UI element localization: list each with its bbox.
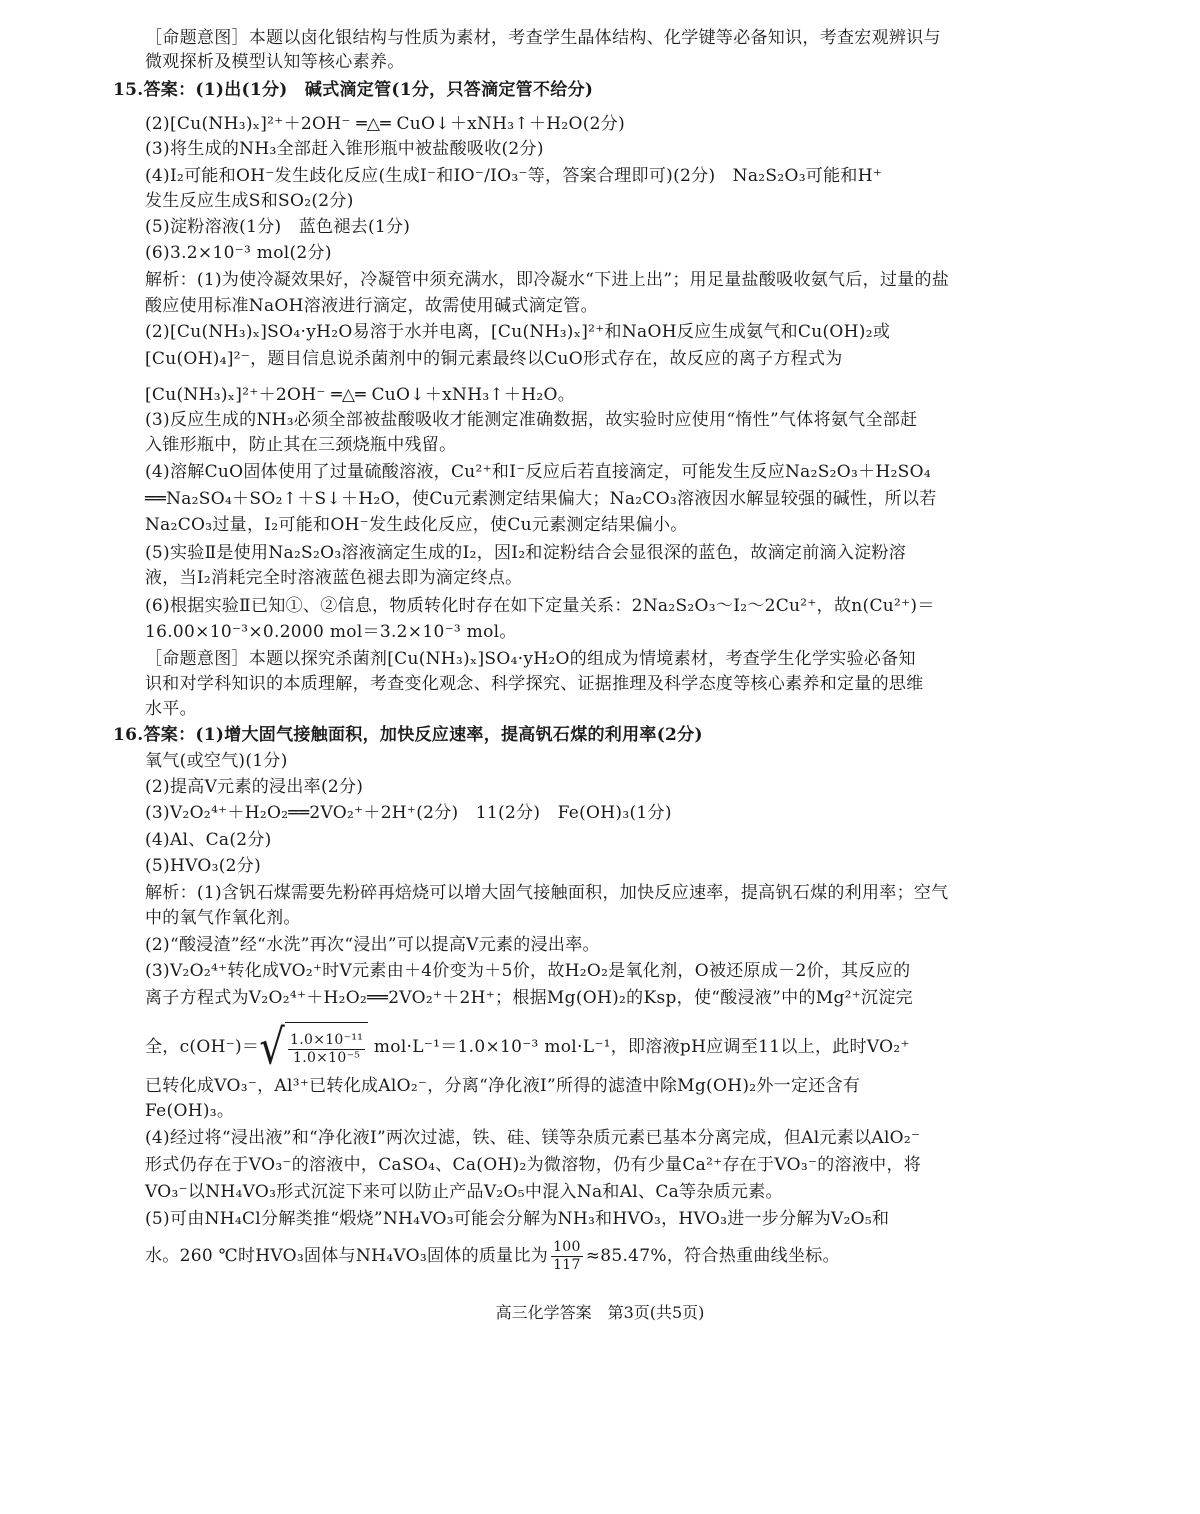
q16-analysis-1: 解析：(1)含钒石煤需要先粉碎再焙烧可以增大固气接触面积，加快反应速率，提高钒石煤的利用率；空气 — [145, 883, 949, 903]
q15-analysis-2: 酸应使用标准NaOH溶液进行滴定，故需使用碱式滴定管。 — [145, 296, 598, 316]
q15-analysis-11: (5)实验Ⅱ是使用Na₂S₂O₃溶液滴定生成的I₂，因I₂和淀粉结合会显很深的蓝色，故滴定前滴入淀粉溶 — [145, 543, 907, 563]
q14-intent-line-2: 微观探析及模型认知等核心素养。 — [145, 52, 405, 72]
fraction-numerator: 1.0×10⁻¹¹ — [290, 1032, 364, 1048]
q16-analysis-5: 离子方程式为V₂O₂⁴⁺＋H₂O₂══2VO₂⁺＋2H⁺；根据Mg(OH)₂的Ksp，使“酸浸液”中的Mg²⁺沉淀完 — [145, 988, 913, 1008]
q15-intent-line-1: ［命题意图］本题以探究杀菌剂[Cu(NH₃)ₓ]SO₄·yH₂O的组成为情境素材，考查学生化学实验必备知 — [145, 649, 916, 669]
q15-analysis-4: [Cu(OH)₄]²⁻，题目信息说杀菌剂中的铜元素最终以CuO形式存在，故反应的离子方程式为 — [145, 349, 843, 369]
fraction-numerator: 100 — [553, 1239, 581, 1255]
q16-analysis-6 — [145, 1019, 910, 1076]
radicand — [285, 1022, 368, 1073]
q15-analysis-9: ══Na₂SO₄＋SO₂↑＋S↓＋H₂O，使Cu元素测定结果偏大；Na₂CO₃溶液因水解显较强的碱性，所以若 — [145, 489, 937, 509]
q16-analysis-13-end: ≈85.47%，符合热重曲线坐标。 — [585, 1246, 840, 1266]
radical-sign: √ — [259, 1019, 286, 1076]
q16-answer-3: (3)V₂O₂⁴⁺＋H₂O₂══2VO₂⁺＋2H⁺(2分) 11(2分) Fe(OH)₃(1分) — [145, 803, 672, 823]
q16-analysis-11: VO₃⁻以NH₄VO₃形式沉淀下来可以防止产品V₂O₅中混入Na和Al、Ca等杂质元素。 — [145, 1182, 783, 1202]
q15-intent-line-3: 水平。 — [145, 699, 197, 719]
q15-answer-2: (2)[Cu(NH₃)ₓ]²⁺＋2OH⁻ ═△═ CuO↓＋xNH₃↑＋H₂O(2分) — [145, 114, 626, 134]
q14-intent-line-1: ［命题意图］本题以卤化银结构与性质为素材，考查学生晶体结构、化学键等必备知识，考查宏观辨识与 — [145, 28, 941, 48]
q16-answer-1: 16.答案：(1)增大固气接触面积，加快反应速率，提高钒石煤的利用率(2分) — [113, 725, 703, 745]
q15-analysis-8: (4)溶解CuO固体使用了过量硫酸溶液，Cu²⁺和I⁻反应后若直接滴定，可能发生反应Na₂S₂O₃＋H₂SO₄ — [145, 462, 931, 482]
fraction-denominator: 1.0×10⁻⁵ — [292, 1050, 361, 1066]
q16-analysis-6-end: mol·L⁻¹＝1.0×10⁻³ mol·L⁻¹，即溶液pH应调至11以上，此时VO₂⁺ — [368, 1037, 910, 1057]
q15-answer-4b: 发生反应生成S和SO₂(2分) — [145, 191, 354, 211]
q16-analysis-8: Fe(OH)₃。 — [145, 1101, 235, 1121]
q15-analysis-13: (6)根据实验Ⅱ已知①、②信息，物质转化时存在如下定量关系：2Na₂S₂O₃～I₂～2Cu²⁺，故n(Cu²⁺)＝ — [145, 596, 935, 616]
q15-analysis-10: Na₂CO₃过量，I₂可能和OH⁻发生歧化反应，使Cu元素测定结果偏小。 — [145, 515, 688, 535]
q16-analysis-10: 形式仍存在于VO₃⁻的溶液中，CaSO₄、Ca(OH)₂为微溶物，仍有少量Ca²⁺存在于VO₃⁻的溶液中，将 — [145, 1155, 922, 1175]
q15-analysis-6: (3)反应生成的NH₃必须全部被盐酸吸收才能测定准确数据，故实验时应使用“惰性”气体将氨气全部赶 — [145, 410, 918, 430]
q16-analysis-9: (4)经过将“浸出液”和“净化液Ⅰ”两次过滤，铁、硅、镁等杂质元素已基本分离完成，但Al元素以AlO₂⁻ — [145, 1128, 921, 1148]
fraction — [288, 1032, 365, 1067]
q16-answer-1b: 氧气(或空气)(1分) — [145, 751, 288, 771]
sqrt-expression — [259, 1019, 368, 1076]
q16-analysis-6-start: 全，c(OH⁻)＝ — [145, 1037, 260, 1057]
q15-answer-1: 15.答案：(1)出(1分) 碱式滴定管(1分，只答滴定管不给分) — [113, 80, 594, 100]
q15-analysis-5: [Cu(NH₃)ₓ]²⁺＋2OH⁻ ═△═ CuO↓＋xNH₃↑＋H₂O。 — [145, 385, 576, 405]
fraction-denominator: 117 — [553, 1257, 581, 1273]
q16-answer-2: (2)提高V元素的浸出率(2分) — [145, 777, 364, 797]
q16-analysis-2: 中的氧气作氧化剂。 — [145, 908, 301, 928]
q15-analysis-3: (2)[Cu(NH₃)ₓ]SO₄·yH₂O易溶于水并电离，[Cu(NH₃)ₓ]²⁺和NaOH反应生成氨气和Cu(OH)₂或 — [145, 322, 891, 342]
q16-analysis-13-start: 水。260 ℃时HVO₃固体与NH₄VO₃固体的质量比为 — [145, 1246, 549, 1266]
q15-answer-6: (6)3.2×10⁻³ mol(2分) — [145, 243, 332, 263]
q15-analysis-14: 16.00×10⁻³×0.2000 mol＝3.2×10⁻³ mol。 — [145, 622, 517, 642]
q15-analysis-12: 液，当I₂消耗完全时溶液蓝色褪去即为滴定终点。 — [145, 568, 523, 588]
q15-analysis-1: 解析：(1)为使冷凝效果好，冷凝管中须充满水，即冷凝水“下进上出”；用足量盐酸吸收氨气后，过量的盐 — [145, 270, 950, 290]
q15-answer-3: (3)将生成的NH₃全部赶入锥形瓶中被盐酸吸收(2分) — [145, 139, 544, 159]
q16-analysis-4: (3)V₂O₂⁴⁺转化成VO₂⁺时V元素由＋4价变为＋5价，故H₂O₂是氧化剂，O被还原成－2价，其反应的 — [145, 961, 911, 981]
q16-answer-4: (4)Al、Ca(2分) — [145, 830, 272, 850]
q16-answer-5: (5)HVO₃(2分) — [145, 856, 262, 876]
q16-analysis-12: (5)可由NH₄Cl分解类推“煅烧”NH₄VO₃可能会分解为NH₃和HVO₃，HVO₃进一步分解为V₂O₅和 — [145, 1209, 890, 1229]
q16-analysis-3: (2)“酸浸渣”经“水洗”再次“浸出”可以提高V元素的浸出率。 — [145, 935, 600, 955]
page-footer: 高三化学答案 第3页(共5页) — [495, 1303, 705, 1322]
q16-analysis-7: 已转化成VO₃⁻，Al³⁺已转化成AlO₂⁻，分离“净化液Ⅰ”所得的滤渣中除Mg(OH)₂外一定还含有 — [145, 1076, 861, 1096]
q15-answer-5: (5)淀粉溶液(1分) 蓝色褪去(1分) — [145, 217, 411, 237]
q15-intent-line-2: 识和对学科知识的本质理解，考查变化观念、科学探究、证据推理及科学态度等核心素养和定量的思维 — [145, 674, 924, 694]
mass-ratio-fraction — [551, 1239, 583, 1274]
q15-answer-4: (4)I₂可能和OH⁻发生歧化反应(生成I⁻和IO⁻/IO₃⁻等，答案合理即可)(2分) Na₂S₂O₃可能和H⁺ — [145, 166, 883, 186]
q16-analysis-13 — [145, 1234, 840, 1278]
q15-analysis-7: 入锥形瓶中，防止其在三颈烧瓶中残留。 — [145, 435, 457, 455]
